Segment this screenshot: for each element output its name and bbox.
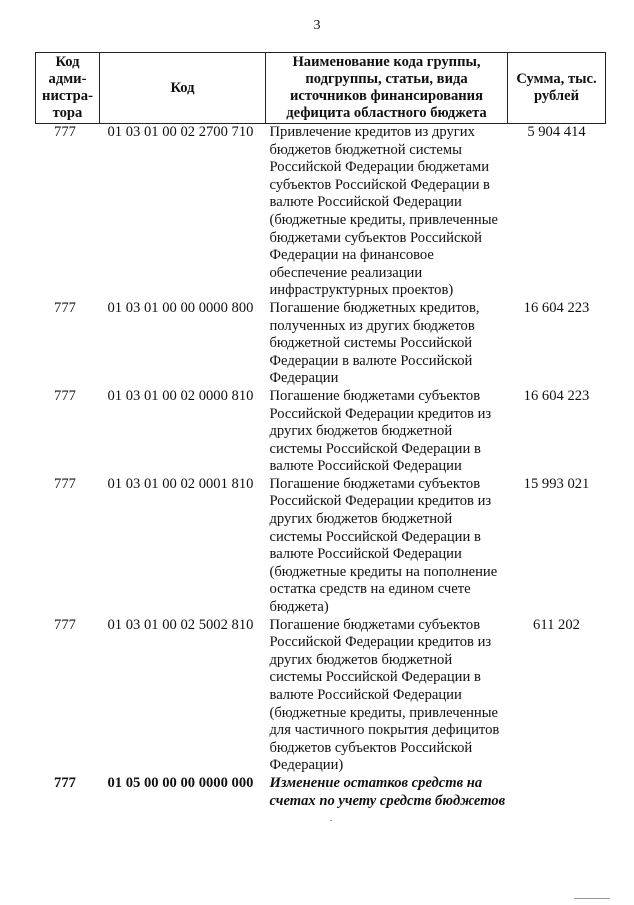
row-name: Изменение остатков средств на счетах по учету средств бюджетов <box>269 774 506 809</box>
row-code: 01 03 01 00 02 2700 710 <box>107 124 254 140</box>
row-admin-code: 777 <box>54 387 76 404</box>
row-admin-code: 777 <box>54 774 76 791</box>
header-name: Наименование кода группы, подгруппы, статьи, вида источников финансирования дефицита областного бюджета <box>266 53 508 124</box>
row-admin-code: 777 <box>54 475 76 492</box>
row-code: 01 03 01 00 00 0000 800 <box>107 299 254 316</box>
header-sum: Сумма, тыс. рублей <box>508 53 606 124</box>
scan-speck <box>330 820 332 821</box>
page-number: 3 <box>313 18 321 33</box>
table-row <box>36 476 606 617</box>
row-admin-code: 777 <box>54 616 76 633</box>
row-sum: 16 604 223 <box>523 387 590 404</box>
row-name: Привлечение кредитов из других бюджетов бюджетной системы Российской Федерации бюджетами субъектов Российской Федерации в валюте Российской Федерации (бюджетные кредиты, привлеченные бюджетами субъектов Российской Федерации на финансовое обеспечение реализации инфраструктурных проектов) <box>269 124 498 299</box>
row-sum: 5 904 414 <box>527 124 586 140</box>
row-code: 01 05 00 00 00 0000 000 <box>107 774 254 791</box>
financing-sources-table <box>35 52 606 810</box>
table-header-row <box>36 53 606 124</box>
header-code: Код <box>100 53 266 124</box>
scan-speck <box>574 898 610 899</box>
row-sum: 611 202 <box>533 616 580 633</box>
row-name: Погашение бюджетами субъектов Российской Федерации кредитов из других бюджетов бюджетной системы Российской Федерации в валюте Российской Федерации <box>269 387 492 475</box>
table-row <box>36 617 606 775</box>
table-row <box>36 300 606 388</box>
row-name: Погашение бюджетами субъектов Российской Федерации кредитов из других бюджетов бюджетной системы Российской Федерации в валюте Российской Федерации (бюджетные кредиты на пополнение остатка средств на едином счете бюджета) <box>269 475 498 616</box>
table-row <box>36 124 606 300</box>
row-code: 01 03 01 00 02 0001 810 <box>107 475 254 492</box>
row-code: 01 03 01 00 02 0000 810 <box>107 387 254 404</box>
row-admin-code: 777 <box>54 299 76 316</box>
row-code: 01 03 01 00 02 5002 810 <box>107 616 254 633</box>
table-row-total <box>36 775 606 810</box>
row-sum: 15 993 021 <box>523 475 590 492</box>
row-sum: 16 604 223 <box>523 299 590 316</box>
row-name: Погашение бюджетных кредитов, полученных из других бюджетов бюджетной системы Российской Федерации в валюте Российской Федерации <box>269 299 480 387</box>
row-admin-code: 777 <box>54 124 76 140</box>
row-name: Погашение бюджетами субъектов Российской Федерации кредитов из других бюджетов бюджетной системы Российской Федерации в валюте Российской Федерации (бюджетные кредиты, привлеченные для частичного покрытия дефицитов бюджетов субъектов Российской Федерации) <box>269 616 500 774</box>
row-sum <box>508 775 606 810</box>
table-row <box>36 388 606 476</box>
header-admin-code: Код адми-нистра-тора <box>36 53 100 124</box>
